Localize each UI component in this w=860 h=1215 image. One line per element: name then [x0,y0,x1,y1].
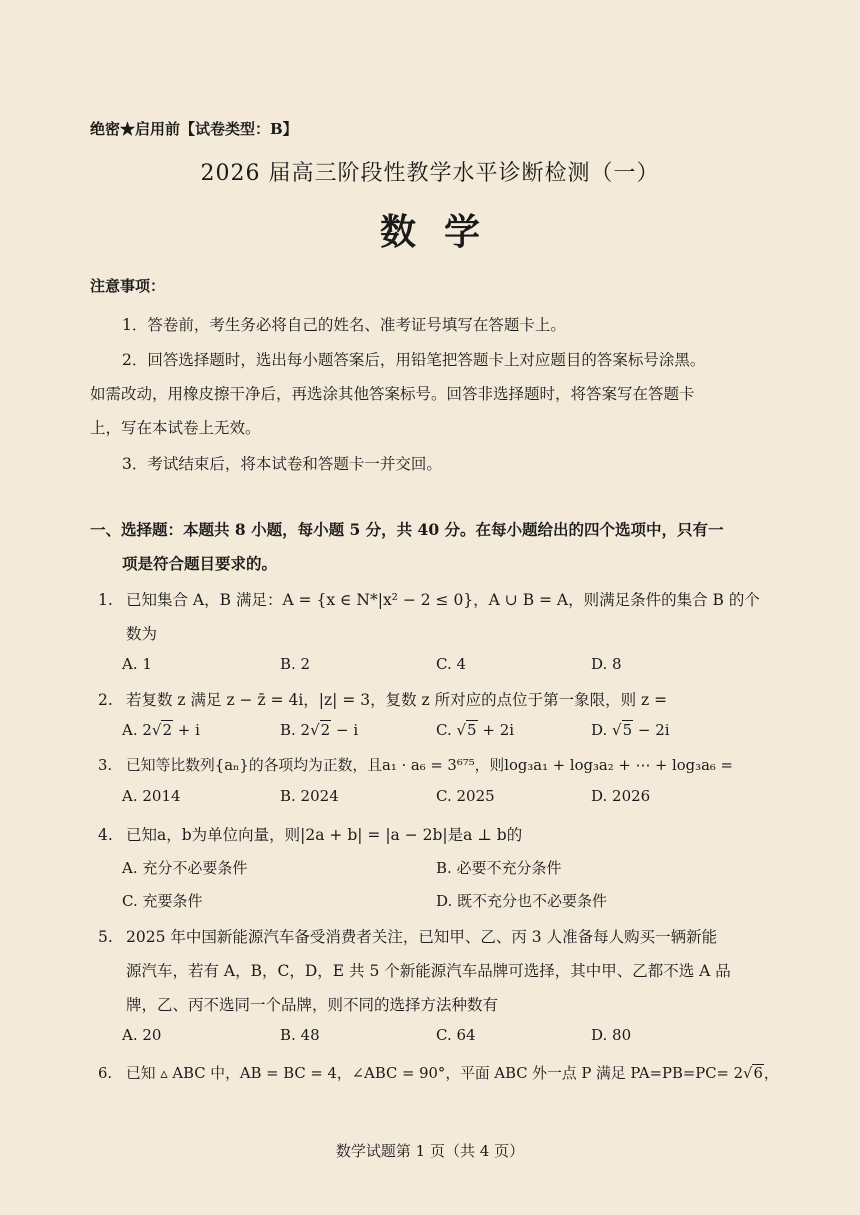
question-6-line: 6. 已知 ▵ ABC 中，AB = BC = 4，∠ABC = 90°，平面 ABC 外一点 P 满足 PA=PB=PC= 2√6， [98,1065,779,1082]
question-5-option-d: D. 80 [591,1026,632,1044]
question-2-option-d-prefix: D. [591,721,613,739]
question-4-option-b: B. 必要不充分条件 [436,859,562,877]
notice-item-2-line-2: 如需改动，用橡皮擦干净后，再选涂其他答案标号。回答非选择题时，将答案写在答题卡 [90,385,695,403]
question-2-option-d-radicand: 5 [622,721,633,739]
question-6-text: 已知 ▵ ABC 中，AB = BC = 4，∠ABC = 90°，平面 ABC 外一点 P 满足 PA=PB=PC= 2 [126,1065,744,1082]
question-3-line [98,754,733,775]
notice-heading: 注意事项： [90,277,166,295]
question-4-line [98,823,522,845]
question-5-option-b: B. 48 [280,1026,320,1044]
question-5-option-c: C. 64 [436,1026,476,1044]
question-2-option-b-radicand: 2 [320,721,331,739]
notice-item-2-line-3: 上，写在本试卷上无效。 [90,419,261,437]
subject-title: 数学 [379,211,508,253]
question-1-option-c: C. 4 [436,655,467,673]
question-6-radicand: 6 [753,1065,763,1082]
question-3-text: 已知等比数列{aₙ}的各项均为正数，且a₁ · a₆ = 3⁶⁷⁵，则log₃a₁ + log₃a₂ + ⋯ + log₃a₆ = [126,757,733,774]
question-4-option-c: C. 充要条件 [122,892,203,910]
question-3-number: 3. [98,757,113,774]
question-2-option-b-suffix: − i [331,721,359,739]
question-5-text: 2025 年中国新能源汽车备受消费者关注，已知甲、乙、丙 3 人准备每人购买一辆新能 [126,928,718,946]
question-2-option-a-prefix: A. 2 [122,721,152,739]
question-5-number: 5. [98,928,113,946]
question-5-line-1 [98,925,717,947]
question-2-option-d-suffix: − 2i [633,721,670,739]
question-1-number: 1. [98,591,113,609]
question-1-line-2: 数为 [126,625,158,643]
question-5-line-3: 牌，乙、丙不选同一个品牌，则不同的选择方法种数有 [126,996,499,1014]
question-4-option-a: A. 充分不必要条件 [122,859,248,877]
page-footer: 数学试题第 1 页（共 4 页） [335,1142,525,1160]
question-2-option-a-radicand: 2 [162,721,173,739]
question-6-text-end: ， [763,1065,779,1082]
question-2-text: 若复数 z 满足 z − z̄ = 4i，|z| = 3，复数 z 所对应的点位于第一象限，则 z = [126,691,668,709]
question-1-option-a: A. 1 [122,655,152,673]
question-4-text: 已知a，b为单位向量，则|2a + b| = |a − 2b|是a ⊥ b的 [126,826,523,844]
question-4-option-d: D. 既不充分也不必要条件 [436,892,608,910]
question-6-number: 6. [98,1065,113,1082]
notice-item-2-line-1: 2．回答选择题时，选出每小题答案后，用铅笔把答题卡上对应题目的答案标号涂黑。 [122,351,706,369]
question-1-option-b: B. 2 [280,655,311,673]
question-1-option-d: D. 8 [591,655,622,673]
question-4-number: 4. [98,826,113,844]
question-1-line-1 [98,588,760,610]
notice-item-1: 1．答卷前，考生务必将自己的姓名、准考证号填写在答题卡上。 [122,316,566,334]
question-2-option-c-prefix: C. [436,721,457,739]
question-3-option-c: C. 2025 [436,787,495,805]
section-heading-line-1: 一、选择题：本题共 8 小题，每小题 5 分，共 40 分。在每小题给出的四个选项中，只有一 [90,520,724,539]
question-2-option-a: A. 2√2 + i [122,721,200,739]
question-2-line [98,688,667,710]
question-5-option-a: A. 20 [122,1026,162,1044]
question-2-option-a-suffix: + i [173,721,200,739]
question-1-text: 已知集合 A，B 满足：A = {x ∈ N*|x² − 2 ≤ 0}，A ∪ B = A，则满足条件的集合 B 的个 [126,591,760,609]
exam-title: 2026 届高三阶段性教学水平诊断检测（一） [200,161,660,186]
question-2-option-d: D. √5 − 2i [591,721,670,739]
question-3-option-b: B. 2024 [280,787,339,805]
question-5-line-2: 源汽车，若有 A，B，C，D，E 共 5 个新能源汽车品牌可选择，其中甲、乙都不选 A 品 [126,962,731,980]
question-3-option-a: A. 2014 [122,787,181,805]
notice-item-3: 3．考试结束后，将本试卷和答题卡一并交回。 [122,455,442,473]
question-2-option-c-suffix: + 2i [477,721,515,739]
question-2-number: 2. [98,691,113,709]
question-3-option-d: D. 2026 [591,787,651,805]
secret-label: 绝密★启用前【试卷类型：B】 [90,120,298,138]
question-2-option-c-radicand: 5 [467,721,477,739]
question-2-option-b: B. 2√2 − i [280,721,359,739]
section-heading-line-2: 项是符合题目要求的。 [122,554,278,573]
question-2-option-b-prefix: B. 2 [280,721,311,739]
question-2-option-c: C. √5 + 2i [436,721,515,739]
